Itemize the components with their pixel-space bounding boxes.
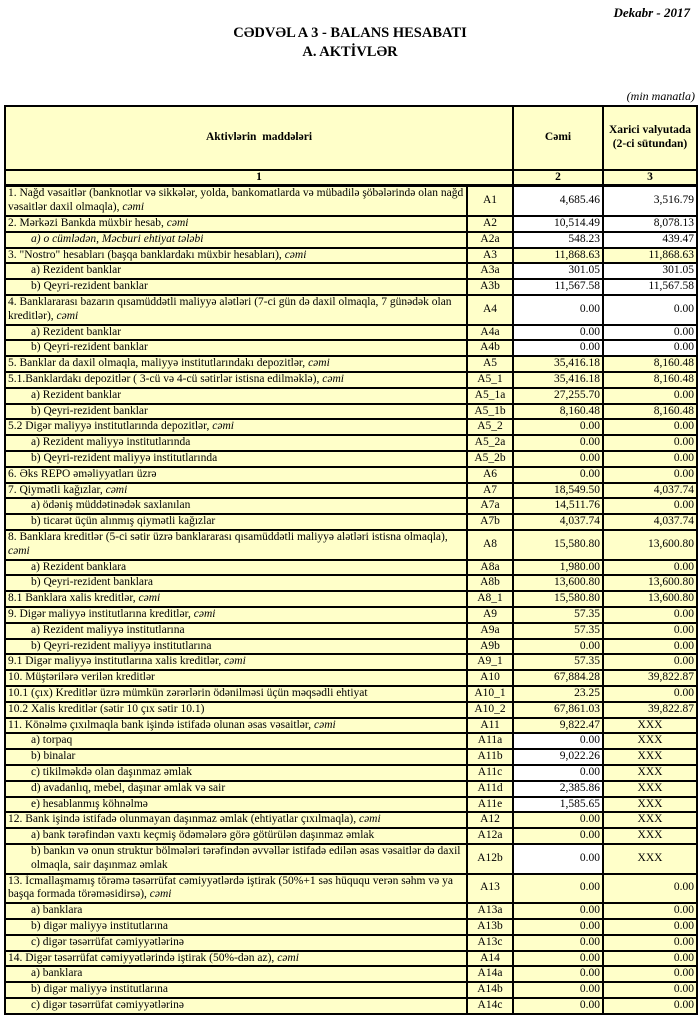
item-label-cell: b) Qeyri-rezident banklar xyxy=(5,340,467,356)
foreign-value-cell: 8,160.48 xyxy=(603,372,697,388)
foreign-value-cell: 0.00 xyxy=(603,435,697,451)
table-row xyxy=(5,435,697,451)
total-value-cell: 57.35 xyxy=(513,623,603,639)
item-code-cell: A5_1 xyxy=(467,372,513,388)
total-value-cell: 4,037.74 xyxy=(513,514,603,530)
item-label-cell: b) digər maliyyə institutlarına xyxy=(5,982,467,998)
foreign-value-cell: 0.00 xyxy=(603,903,697,919)
table-row xyxy=(5,232,697,248)
item-code-cell: A7b xyxy=(467,514,513,530)
item-code-cell: A5_2a xyxy=(467,435,513,451)
table-row xyxy=(5,404,697,420)
item-code-cell: A3a xyxy=(467,263,513,279)
foreign-value-cell: 0.00 xyxy=(603,654,697,670)
foreign-value-cell: 8,078.13 xyxy=(603,216,697,232)
total-value-cell: 4,685.46 xyxy=(513,186,603,216)
item-code-cell: A14 xyxy=(467,951,513,967)
foreign-value-cell: 0.00 xyxy=(603,623,697,639)
item-code-cell: A8_1 xyxy=(467,591,513,607)
total-value-cell: 0.00 xyxy=(513,844,603,874)
total-value-cell: 1,980.00 xyxy=(513,560,603,576)
foreign-value-cell: 13,600.80 xyxy=(603,575,697,591)
item-code-cell: A14c xyxy=(467,998,513,1014)
item-label-cell: b) Qeyri-rezident maliyyə institutlarına xyxy=(5,639,467,655)
foreign-value-cell: 13,600.80 xyxy=(603,530,697,560)
item-label-cell: 7. Qiymətli kağızlar, cəmi xyxy=(5,483,467,499)
total-value-cell: 57.35 xyxy=(513,654,603,670)
item-label-cell: e) hesablanmış köhnəlmə xyxy=(5,797,467,813)
table-row xyxy=(5,356,697,372)
item-code-cell: A8 xyxy=(467,530,513,560)
total-value-cell: 0.00 xyxy=(513,419,603,435)
unit-note: (min manatla) xyxy=(626,88,695,103)
table-row xyxy=(5,623,697,639)
table-row xyxy=(5,388,697,404)
item-label-cell: 2. Mərkəzi Bankda müxbir hesab, cəmi xyxy=(5,216,467,232)
table-row xyxy=(5,828,697,844)
item-label-cell: 10. Müştərilərə verilən kreditlər xyxy=(5,670,467,686)
table-row xyxy=(5,966,697,982)
table-row xyxy=(5,530,697,560)
item-code-cell: A13c xyxy=(467,935,513,951)
foreign-value-cell: 0.00 xyxy=(603,419,697,435)
table-row xyxy=(5,514,697,530)
total-value-cell: 0.00 xyxy=(513,966,603,982)
total-value-cell: 67,884.28 xyxy=(513,670,603,686)
item-label-cell: b) Qeyri-rezident banklar xyxy=(5,404,467,420)
item-label-cell: 5.2 Digər maliyyə institutlarında depozitlər, cəmi xyxy=(5,419,467,435)
table-row xyxy=(5,702,697,718)
item-label-cell: 11. Könəlmə çıxılmaqla bank işində istifadə olunan əsas vəsaitlər, cəmi xyxy=(5,718,467,734)
item-code-cell: A12b xyxy=(467,844,513,874)
foreign-value-cell: 11,868.63 xyxy=(603,248,697,264)
item-code-cell: A11 xyxy=(467,718,513,734)
table-row xyxy=(5,295,697,325)
total-value-cell: 9,822.47 xyxy=(513,718,603,734)
item-code-cell: A1 xyxy=(467,186,513,216)
table-row xyxy=(5,591,697,607)
table-row xyxy=(5,951,697,967)
foreign-value-cell: 0.00 xyxy=(603,998,697,1014)
total-value-cell: 0.00 xyxy=(513,812,603,828)
foreign-value-cell: 0.00 xyxy=(603,686,697,702)
item-code-cell: A10 xyxy=(467,670,513,686)
foreign-value-cell: XXX xyxy=(603,718,697,734)
column-number-1: 1 xyxy=(5,170,513,186)
item-label-cell: d) avadanlıq, mebel, daşınar əmlak və sair xyxy=(5,781,467,797)
total-value-cell: 0.00 xyxy=(513,340,603,356)
item-code-cell: A8a xyxy=(467,560,513,576)
table-row xyxy=(5,749,697,765)
foreign-value-cell: 39,822.87 xyxy=(603,670,697,686)
table-row xyxy=(5,844,697,874)
column-number-row xyxy=(5,170,697,186)
total-value-cell: 14,511.76 xyxy=(513,498,603,514)
report-title: CƏDVƏL A 3 - BALANS HESABATI xyxy=(233,25,467,41)
total-value-cell: 57.35 xyxy=(513,607,603,623)
table-row xyxy=(5,982,697,998)
table-row xyxy=(5,419,697,435)
header-total-column: Cəmi xyxy=(513,106,603,170)
item-code-cell: A10_1 xyxy=(467,686,513,702)
total-value-cell: 23.25 xyxy=(513,686,603,702)
foreign-value-cell: XXX xyxy=(603,733,697,749)
foreign-value-cell: 0.00 xyxy=(603,451,697,467)
item-label-cell: a) ödəniş müddətinədək saxlanılan xyxy=(5,498,467,514)
foreign-value-cell: XXX xyxy=(603,749,697,765)
table-row xyxy=(5,686,697,702)
total-value-cell: 0.00 xyxy=(513,733,603,749)
item-code-cell: A7a xyxy=(467,498,513,514)
item-code-cell: A6 xyxy=(467,467,513,483)
total-value-cell: 0.00 xyxy=(513,435,603,451)
table-row xyxy=(5,998,697,1014)
item-label-cell: a) banklara xyxy=(5,903,467,919)
item-label-cell: 10.1 (çıx) Kreditlər üzrə mümkün zərərlərin ödənilməsi üçün məqsədli ehtiyat xyxy=(5,686,467,702)
item-code-cell: A5_1a xyxy=(467,388,513,404)
table-row xyxy=(5,575,697,591)
total-value-cell: 2,385.86 xyxy=(513,781,603,797)
foreign-value-cell: 0.00 xyxy=(603,295,697,325)
item-label-cell: b) Qeyri-rezident banklara xyxy=(5,575,467,591)
foreign-value-cell: 0.00 xyxy=(603,388,697,404)
item-code-cell: A11c xyxy=(467,765,513,781)
total-value-cell: 9,022.26 xyxy=(513,749,603,765)
header-foreign-column: Xarici valyutada (2-ci sütundan) xyxy=(603,106,697,170)
balance-sheet-table xyxy=(4,105,698,1015)
item-label-cell: a) Rezident maliyyə institutlarında xyxy=(5,435,467,451)
table-row xyxy=(5,372,697,388)
item-label-cell: 8.1 Banklara xalis kreditlər, cəmi xyxy=(5,591,467,607)
item-code-cell: A5_1b xyxy=(467,404,513,420)
foreign-value-cell: 0.00 xyxy=(603,639,697,655)
item-code-cell: A9 xyxy=(467,607,513,623)
item-label-cell: 10.2 Xalis kreditlər (sətir 10 çıx sətir 10.1) xyxy=(5,702,467,718)
total-value-cell: 10,514.49 xyxy=(513,216,603,232)
foreign-value-cell: 4,037.74 xyxy=(603,514,697,530)
item-code-cell: A11e xyxy=(467,797,513,813)
foreign-value-cell: 301.05 xyxy=(603,263,697,279)
table-row xyxy=(5,451,697,467)
item-label-cell: c) digər təsərrüfat cəmiyyətlərinə xyxy=(5,998,467,1014)
table-row xyxy=(5,483,697,499)
table-row xyxy=(5,467,697,483)
foreign-value-cell: XXX xyxy=(603,765,697,781)
item-code-cell: A12 xyxy=(467,812,513,828)
foreign-value-cell: 0.00 xyxy=(603,498,697,514)
total-value-cell: 0.00 xyxy=(513,295,603,325)
table-row xyxy=(5,654,697,670)
foreign-value-cell: 0.00 xyxy=(603,935,697,951)
table-row xyxy=(5,498,697,514)
table-header-row xyxy=(5,106,697,170)
item-code-cell: A12a xyxy=(467,828,513,844)
item-code-cell: A8b xyxy=(467,575,513,591)
item-label-cell: 12. Bank işində istifadə olunmayan daşınmaz əmlak (ehtiyatlar çıxılmaqla), cəmi xyxy=(5,812,467,828)
total-value-cell: 0.00 xyxy=(513,467,603,483)
item-label-cell: 6. Əks REPO əməliyyatları üzrə xyxy=(5,467,467,483)
foreign-value-cell: 3,516.79 xyxy=(603,186,697,216)
total-value-cell: 15,580.80 xyxy=(513,591,603,607)
table-row xyxy=(5,812,697,828)
foreign-value-cell: 13,600.80 xyxy=(603,591,697,607)
foreign-value-cell: 0.00 xyxy=(603,951,697,967)
foreign-value-cell: 39,822.87 xyxy=(603,702,697,718)
foreign-value-cell: XXX xyxy=(603,828,697,844)
foreign-value-cell: XXX xyxy=(603,781,697,797)
foreign-value-cell: 8,160.48 xyxy=(603,356,697,372)
foreign-value-cell: 0.00 xyxy=(603,325,697,341)
foreign-value-cell: XXX xyxy=(603,797,697,813)
total-value-cell: 11,868.63 xyxy=(513,248,603,264)
item-code-cell: A7 xyxy=(467,483,513,499)
column-number-3: 3 xyxy=(603,170,697,186)
foreign-value-cell: 0.00 xyxy=(603,982,697,998)
table-row xyxy=(5,670,697,686)
item-code-cell: A4b xyxy=(467,340,513,356)
foreign-value-cell: 11,567.58 xyxy=(603,279,697,295)
total-value-cell: 0.00 xyxy=(513,765,603,781)
total-value-cell: 0.00 xyxy=(513,451,603,467)
item-label-cell: 3. "Nostro" hesabları (başqa banklardakı müxbir hesabları), cəmi xyxy=(5,248,467,264)
item-code-cell: A2a xyxy=(467,232,513,248)
item-code-cell: A5_2 xyxy=(467,419,513,435)
item-label-cell: 1. Nağd vəsaitlər (banknotlar və sikkələr, yolda, bankomatlarda və mübadilə şöbələrində olan nağd vəsaitlər daxil olmaqla), cəmi xyxy=(5,186,467,216)
item-code-cell: A11d xyxy=(467,781,513,797)
total-value-cell: 0.00 xyxy=(513,951,603,967)
table-row xyxy=(5,216,697,232)
total-value-cell: 27,255.70 xyxy=(513,388,603,404)
report-title-block xyxy=(0,24,700,62)
foreign-value-cell: 0.00 xyxy=(603,607,697,623)
item-code-cell: A5 xyxy=(467,356,513,372)
item-label-cell: a) Rezident banklar xyxy=(5,388,467,404)
item-label-cell: 8. Banklara kreditlər (5-ci sətir üzrə banklararası qısamüddətli maliyyə alətləri istisna olmaqla), cəmi xyxy=(5,530,467,560)
table-body xyxy=(5,186,697,1014)
table-row xyxy=(5,607,697,623)
total-value-cell: 0.00 xyxy=(513,903,603,919)
foreign-value-cell: 4,037.74 xyxy=(603,483,697,499)
total-value-cell: 0.00 xyxy=(513,828,603,844)
item-label-cell: b) binalar xyxy=(5,749,467,765)
total-value-cell: 1,585.65 xyxy=(513,797,603,813)
header-items-column: Aktivlərin maddələri xyxy=(5,106,513,170)
item-code-cell: A14b xyxy=(467,982,513,998)
item-label-cell: a) torpaq xyxy=(5,733,467,749)
item-label-cell: a) o cümlədən, Məcburi ehtiyat tələbi xyxy=(5,232,467,248)
table-row xyxy=(5,903,697,919)
total-value-cell: 15,580.80 xyxy=(513,530,603,560)
foreign-value-cell: XXX xyxy=(603,844,697,874)
total-value-cell: 8,160.48 xyxy=(513,404,603,420)
item-label-cell: 9. Digər maliyyə institutlarına kreditlər, cəmi xyxy=(5,607,467,623)
item-code-cell: A11a xyxy=(467,733,513,749)
total-value-cell: 0.00 xyxy=(513,919,603,935)
table-row xyxy=(5,919,697,935)
foreign-value-cell: 0.00 xyxy=(603,874,697,904)
total-value-cell: 35,416.18 xyxy=(513,356,603,372)
table-row xyxy=(5,781,697,797)
foreign-value-cell: 439.47 xyxy=(603,232,697,248)
item-label-cell: a) bank tərəfindən vaxtı keçmiş ödəmələrə görə götürülən daşınmaz əmlak xyxy=(5,828,467,844)
item-code-cell: A13a xyxy=(467,903,513,919)
total-value-cell: 548.23 xyxy=(513,232,603,248)
total-value-cell: 35,416.18 xyxy=(513,372,603,388)
table-row xyxy=(5,248,697,264)
item-label-cell: b) Qeyri-rezident maliyyə institutlarında xyxy=(5,451,467,467)
total-value-cell: 11,567.58 xyxy=(513,279,603,295)
table-row xyxy=(5,279,697,295)
item-label-cell: a) Rezident maliyyə institutlarına xyxy=(5,623,467,639)
foreign-value-cell: 0.00 xyxy=(603,467,697,483)
item-label-cell: a) Rezident banklar xyxy=(5,325,467,341)
total-value-cell: 13,600.80 xyxy=(513,575,603,591)
foreign-value-cell: 0.00 xyxy=(603,966,697,982)
item-label-cell: 4. Banklararası bazarın qısamüddətli maliyyə alətləri (7-ci gün də daxil olmaqla, 7 günədək olan kreditlər), cəmi xyxy=(5,295,467,325)
report-subtitle: A. AKTİVLƏR xyxy=(302,43,398,60)
item-label-cell: 9.1 Digər maliyyə institutlarına xalis kreditlər, cəmi xyxy=(5,654,467,670)
table-row xyxy=(5,874,697,904)
item-code-cell: A10_2 xyxy=(467,702,513,718)
item-label-cell: b) bankın və onun struktur bölmələri tərəfindən əvvəllər istifadə edilən əsas vəsaitlər də daxil olmaqla, sair daşınmaz əmlak xyxy=(5,844,467,874)
total-value-cell: 301.05 xyxy=(513,263,603,279)
item-label-cell: a) Rezident banklar xyxy=(5,263,467,279)
foreign-value-cell: 0.00 xyxy=(603,919,697,935)
total-value-cell: 67,861.03 xyxy=(513,702,603,718)
foreign-value-cell: XXX xyxy=(603,812,697,828)
item-code-cell: A4 xyxy=(467,295,513,325)
item-code-cell: A13b xyxy=(467,919,513,935)
item-code-cell: A9b xyxy=(467,639,513,655)
table-row xyxy=(5,340,697,356)
table-row xyxy=(5,186,697,216)
total-value-cell: 0.00 xyxy=(513,935,603,951)
item-code-cell: A3b xyxy=(467,279,513,295)
report-date: Dekabr - 2017 xyxy=(613,5,690,20)
table-row xyxy=(5,263,697,279)
item-label-cell: 13. İcmallaşmamış törəmə təsərrüfat cəmiyyətlərdə iştirak (50%+1 səs hüququ verən səhm və ya başqa formada törəməsidirsə), cəmi xyxy=(5,874,467,904)
foreign-value-cell: 0.00 xyxy=(603,560,697,576)
total-value-cell: 0.00 xyxy=(513,998,603,1014)
total-value-cell: 0.00 xyxy=(513,874,603,904)
table-row xyxy=(5,733,697,749)
column-number-2: 2 xyxy=(513,170,603,186)
table-row xyxy=(5,797,697,813)
table-row xyxy=(5,325,697,341)
item-code-cell: A9a xyxy=(467,623,513,639)
item-label-cell: a) Rezident banklara xyxy=(5,560,467,576)
total-value-cell: 0.00 xyxy=(513,639,603,655)
item-label-cell: c) digər təsərrüfat cəmiyyətlərinə xyxy=(5,935,467,951)
table-row xyxy=(5,765,697,781)
total-value-cell: 0.00 xyxy=(513,982,603,998)
item-label-cell: c) tikilməkdə olan daşınmaz əmlak xyxy=(5,765,467,781)
item-code-cell: A11b xyxy=(467,749,513,765)
item-code-cell: A5_2b xyxy=(467,451,513,467)
table-row xyxy=(5,718,697,734)
item-code-cell: A9_1 xyxy=(467,654,513,670)
item-label-cell: b) Qeyri-rezident banklar xyxy=(5,279,467,295)
item-label-cell: a) banklara xyxy=(5,966,467,982)
table-row xyxy=(5,639,697,655)
item-label-cell: 5.1.Banklardakı depozitlər ( 3-cü və 4-cü sətirlər istisna edilməklə), cəmi xyxy=(5,372,467,388)
item-code-cell: A2 xyxy=(467,216,513,232)
item-label-cell: b) digər maliyyə institutlarına xyxy=(5,919,467,935)
item-code-cell: A13 xyxy=(467,874,513,904)
foreign-value-cell: 8,160.48 xyxy=(603,404,697,420)
item-label-cell: b) ticarət üçün alınmış qiymətli kağızlar xyxy=(5,514,467,530)
total-value-cell: 0.00 xyxy=(513,325,603,341)
foreign-value-cell: 0.00 xyxy=(603,340,697,356)
item-code-cell: A4a xyxy=(467,325,513,341)
item-label-cell: 14. Digər təsərrüfat cəmiyyətlərində iştirak (50%-dən az), cəmi xyxy=(5,951,467,967)
item-code-cell: A3 xyxy=(467,248,513,264)
table-row xyxy=(5,560,697,576)
item-code-cell: A14a xyxy=(467,966,513,982)
item-label-cell: 5. Banklar da daxil olmaqla, maliyyə institutlarındakı depozitlər, cəmi xyxy=(5,356,467,372)
total-value-cell: 18,549.50 xyxy=(513,483,603,499)
table-row xyxy=(5,935,697,951)
